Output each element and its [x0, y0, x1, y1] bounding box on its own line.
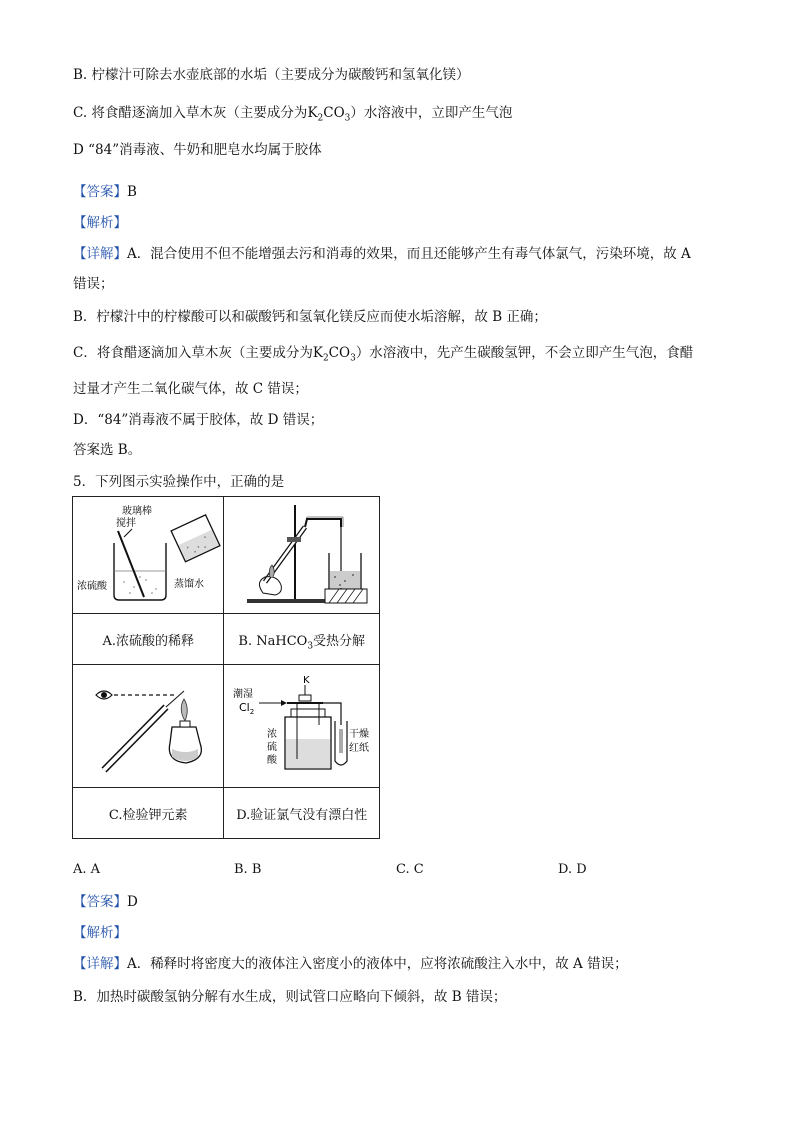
- detail-1-a-cont: 错误；: [73, 276, 114, 292]
- figure-b-heating: [225, 497, 379, 609]
- figure-c-cell: [73, 665, 224, 788]
- option-c-line: [73, 104, 512, 122]
- option-c-text: C. 将食醋逐滴加入草木灰（主要成分为: [73, 105, 308, 121]
- svg-text:红纸: 红纸: [348, 743, 369, 754]
- option-a: A. A: [73, 862, 101, 877]
- figure-a-dilution: [74, 497, 222, 609]
- caption-d: D.验证氯气没有漂白性: [224, 788, 380, 839]
- figure-b-cell: [224, 497, 380, 614]
- svg-text:潮湿: 潮湿: [232, 689, 253, 700]
- conclusion-1: 答案选 B。: [73, 442, 142, 458]
- answer-2: 【答案】D: [73, 894, 138, 910]
- option-d: D. D: [558, 862, 587, 877]
- formula-k2co3-2: $K_2CO_3$: [312, 345, 356, 364]
- detail-1-a: 【详解】A．混合使用不但不能增强去污和消毒的效果，而且还能够产生有毒气体氯气，污染环境，故 A: [73, 246, 691, 262]
- question-5: 5．下列图示实验操作中，正确的是: [73, 474, 285, 490]
- figure-a-cell: [73, 497, 224, 614]
- svg-text:蒸馏水: 蒸馏水: [174, 579, 205, 590]
- svg-text:酸: 酸: [266, 755, 277, 766]
- figure-d-chlorine-test: [225, 665, 379, 783]
- formula-k2co3: $K_2CO_3$: [307, 105, 351, 124]
- analysis-1-heading: 【解析】: [73, 215, 127, 231]
- detail-2-b: B．加热时碳酸氢钠分解有水生成，则试管口应略向下倾斜，故 B 错误；: [73, 989, 507, 1005]
- detail-1-c-cont: 过量才产生二氧化碳气体，故 C 错误；: [73, 381, 308, 397]
- svg-text:搅拌: 搅拌: [116, 518, 137, 529]
- caption-c: C.检验钾元素: [73, 788, 224, 839]
- detail-1-b: B．柠檬汁中的柠檬酸可以和碳酸钙和氢氧化镁反应而使水垢溶解，故 B 正确；: [73, 309, 547, 325]
- figure-d-cell: [224, 665, 380, 788]
- option-d-line: D “84”消毒液、牛奶和肥皂水均属于胶体: [73, 142, 322, 158]
- svg-text:干燥: 干燥: [348, 729, 369, 740]
- caption-a: A.浓硫酸的稀释: [73, 614, 224, 665]
- option-c-text-2: ）水溶液中，立即产生气泡: [350, 105, 513, 121]
- detail-1-c: C．将食醋逐滴加入草木灰（主要成分为$K_2CO_3$）水溶液中，先产生碳酸氢钾，不会立即产生气泡，食醋: [73, 345, 694, 364]
- svg-text:硫: 硫: [266, 742, 277, 753]
- detail-1-d: D．“84”消毒液不属于胶体，故 D 错误；: [73, 412, 324, 428]
- option-b: B. B: [234, 862, 262, 877]
- detail-2-a: 【详解】A．稀释时将密度大的液体注入密度小的液体中，应将浓硫酸注入水中，故 A 错误；: [73, 956, 628, 972]
- svg-text:浓硫酸: 浓硫酸: [77, 581, 108, 592]
- svg-text:浓: 浓: [266, 729, 277, 740]
- option-c: C. C: [396, 862, 424, 877]
- caption-b: B. NaHCO$_3$受热分解: [224, 614, 380, 665]
- option-b-line: B. 柠檬汁可除去水壶底部的水垢（主要成分为碳酸钙和氢氧化镁）: [73, 67, 470, 83]
- figure-c-flame-test: [74, 665, 222, 783]
- figure-table: [72, 496, 380, 839]
- svg-text:K: K: [302, 675, 310, 686]
- analysis-2-heading: 【解析】: [73, 925, 127, 941]
- svg-text:Cl2: $Cl_2$: [238, 701, 254, 716]
- answer-1: 【答案】B: [73, 184, 137, 200]
- svg-text:玻璃棒: 玻璃棒: [122, 506, 153, 517]
